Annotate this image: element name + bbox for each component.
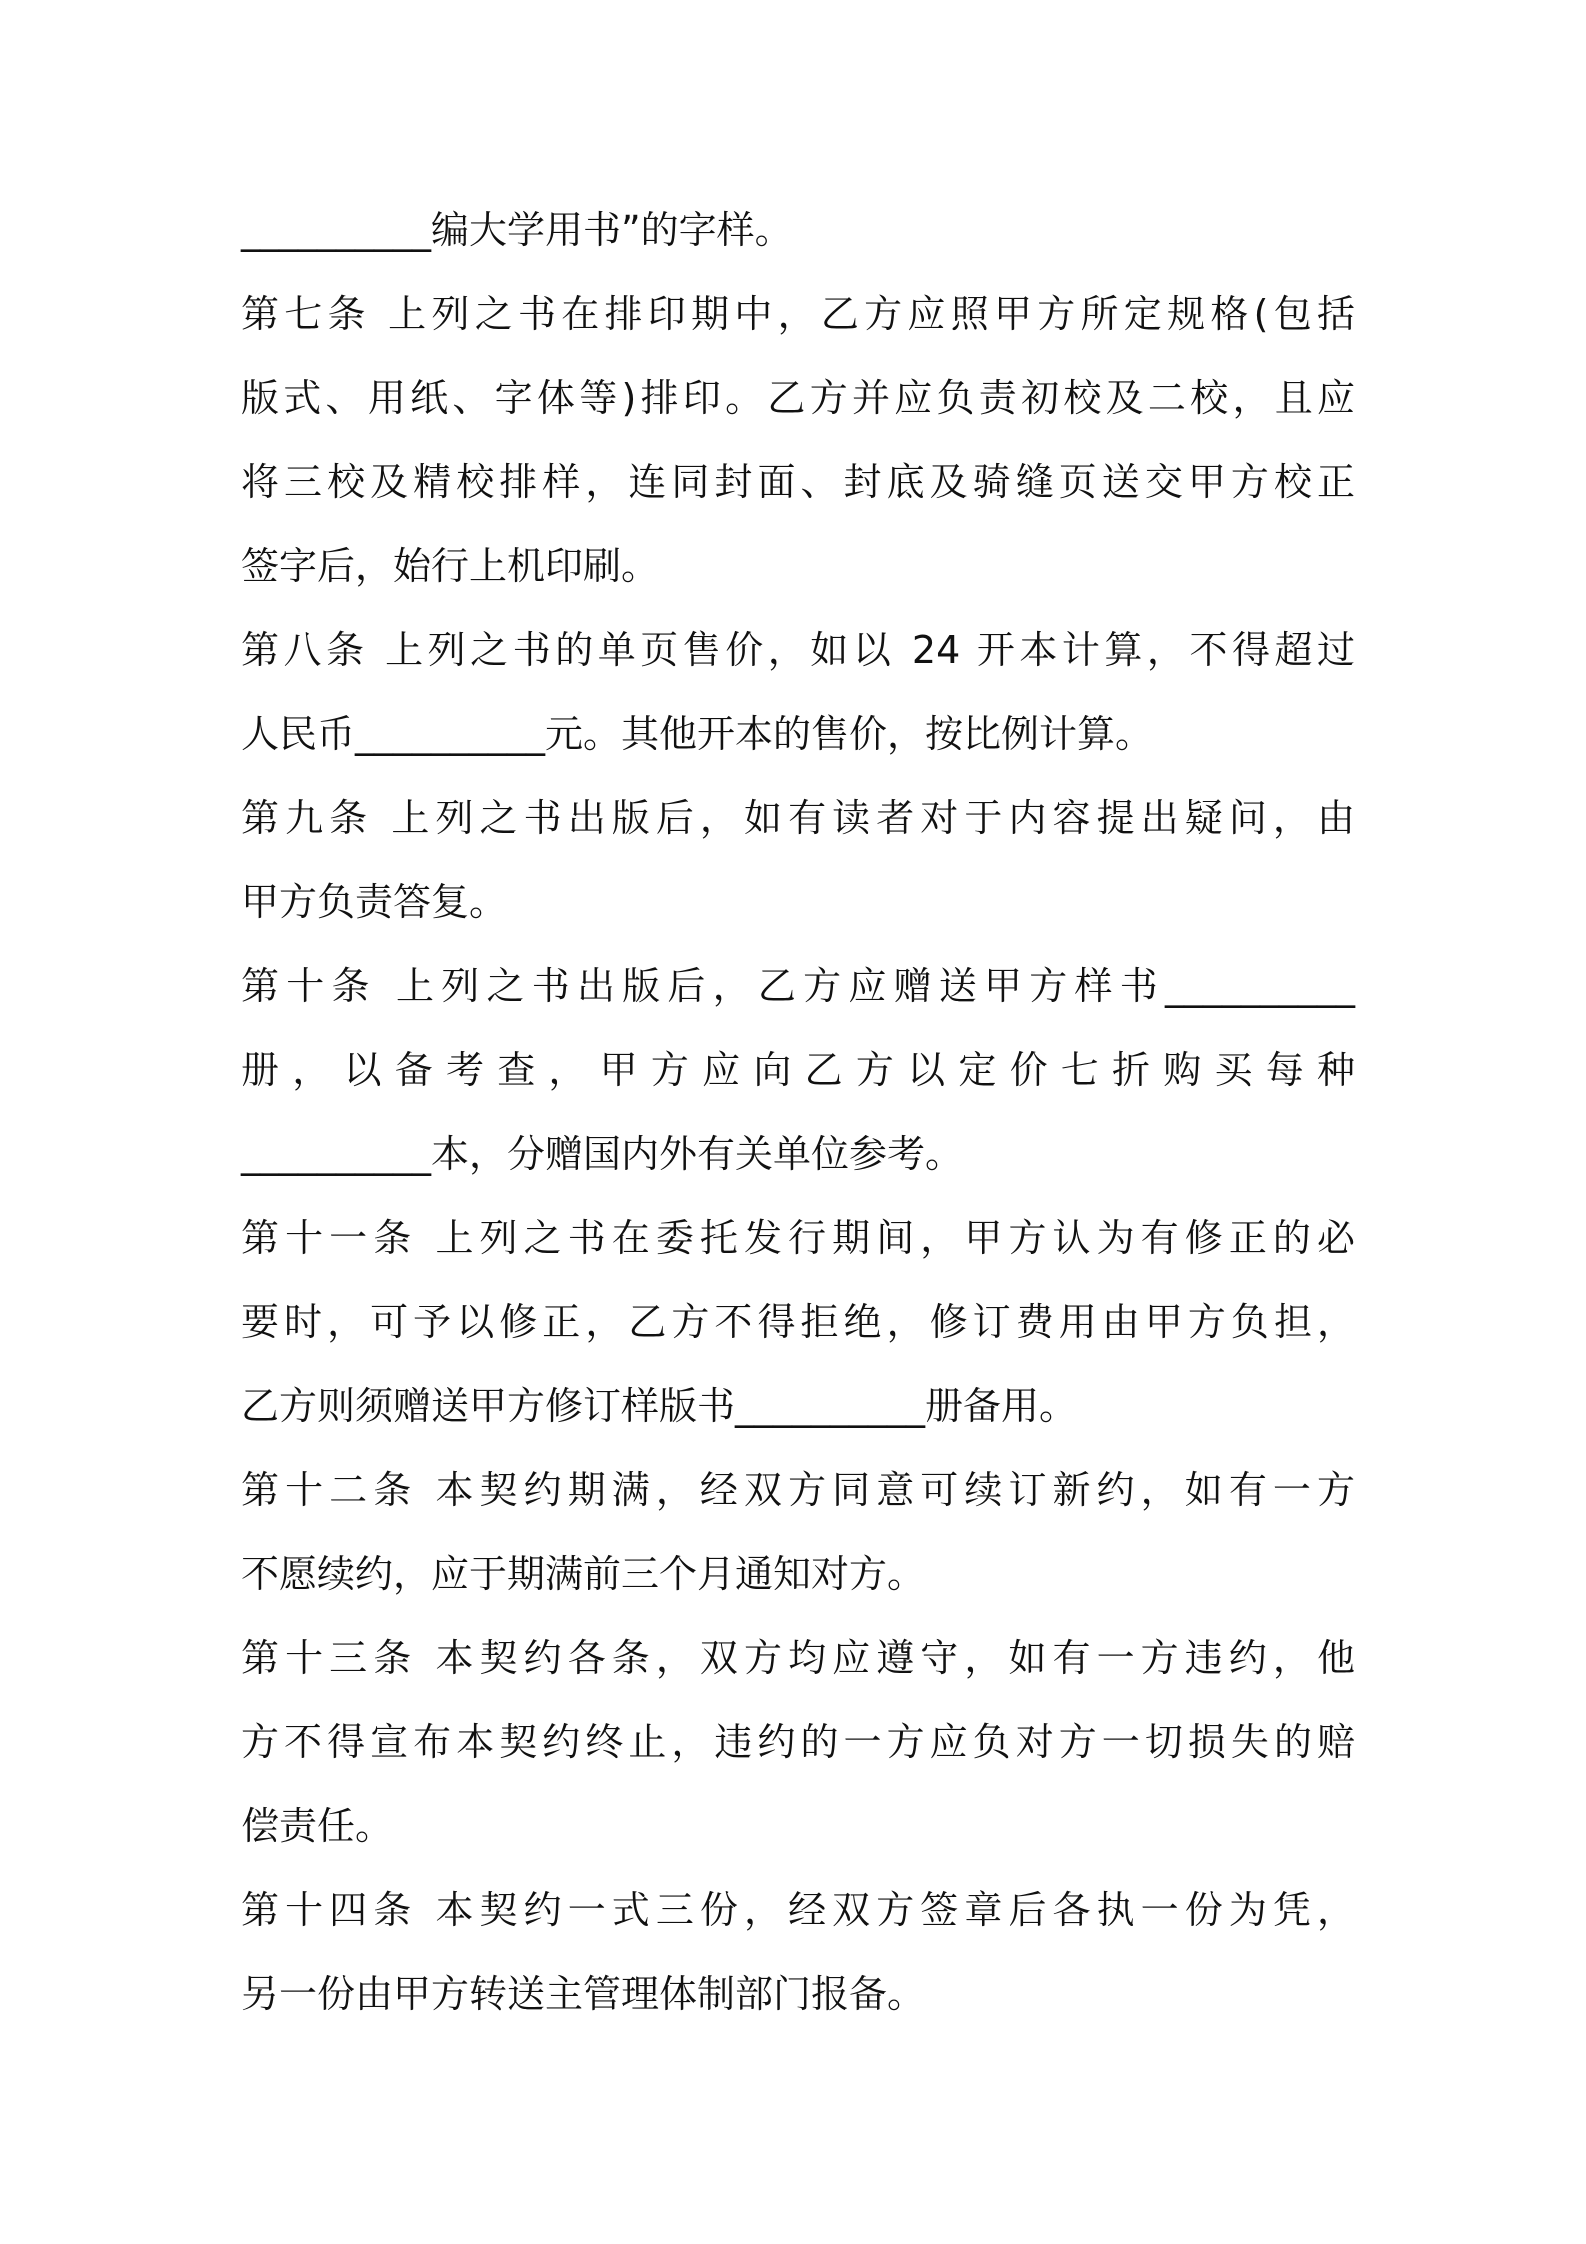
text-line: 要时，可予以修正，乙方不得拒绝，修订费用由甲方负担， (241, 1300, 1355, 1344)
text-line: 方不得宣布本契约终止，违约的一方应负对方一切损失的赔 (241, 1720, 1355, 1764)
text-line: 乙方则须赠送甲方修订样版书__________册备用。 (241, 1384, 1078, 1428)
text-line: 第十一条 上列之书在委托发行期间，甲方认为有修正的必 (241, 1216, 1355, 1260)
text-line: 册 ， 以 备 考 查 ， 甲 方 应 向 乙 方 以 定 价 七 折 购 买 每 种 (241, 1048, 1355, 1092)
text-line: 将三校及精校排样，连同封面、封底及骑缝页送交甲方校正 (241, 460, 1355, 504)
text-line: 签字后，始行上机印刷。 (241, 544, 660, 588)
text-line: __________编大学用书”的字样。 (241, 208, 793, 252)
text-line: 不愿续约，应于期满前三个月通知对方。 (241, 1552, 926, 1596)
text-line: 第九条 上列之书出版后，如有读者对于内容提出疑问，由 (241, 796, 1355, 840)
text-line: 第十四条 本契约一式三份，经双方签章后各执一份为凭， (241, 1888, 1355, 1932)
text-line: 另一份由甲方转送主管理体制部门报备。 (241, 1972, 926, 2016)
text-line: 第十三条 本契约各条，双方均应遵守，如有一方违约，他 (241, 1636, 1355, 1680)
text-line: 偿责任。 (241, 1804, 394, 1848)
contract-text (241, 188, 1355, 2036)
text-line: 甲方负责答复。 (241, 880, 508, 924)
text-line: 人民币__________元。其他开本的售价，按比例计算。 (241, 712, 1154, 756)
text-line: 版式、用纸、字体等)排印。乙方并应负责初校及二校，且应 (241, 376, 1355, 420)
text-line: 第七条 上列之书在排印期中，乙方应照甲方所定规格(包括 (241, 292, 1355, 336)
text-line: 第八条 上列之书的单页售价，如以 24 开本计算，不得超过 (241, 628, 1355, 672)
text-line: 第十条 上列之书出版后，乙方应赠送甲方样书__________ (241, 964, 1355, 1008)
text-line: 第十二条 本契约期满，经双方同意可续订新约，如有一方 (241, 1468, 1355, 1512)
text-line: __________本，分赠国内外有关单位参考。 (241, 1132, 964, 1176)
